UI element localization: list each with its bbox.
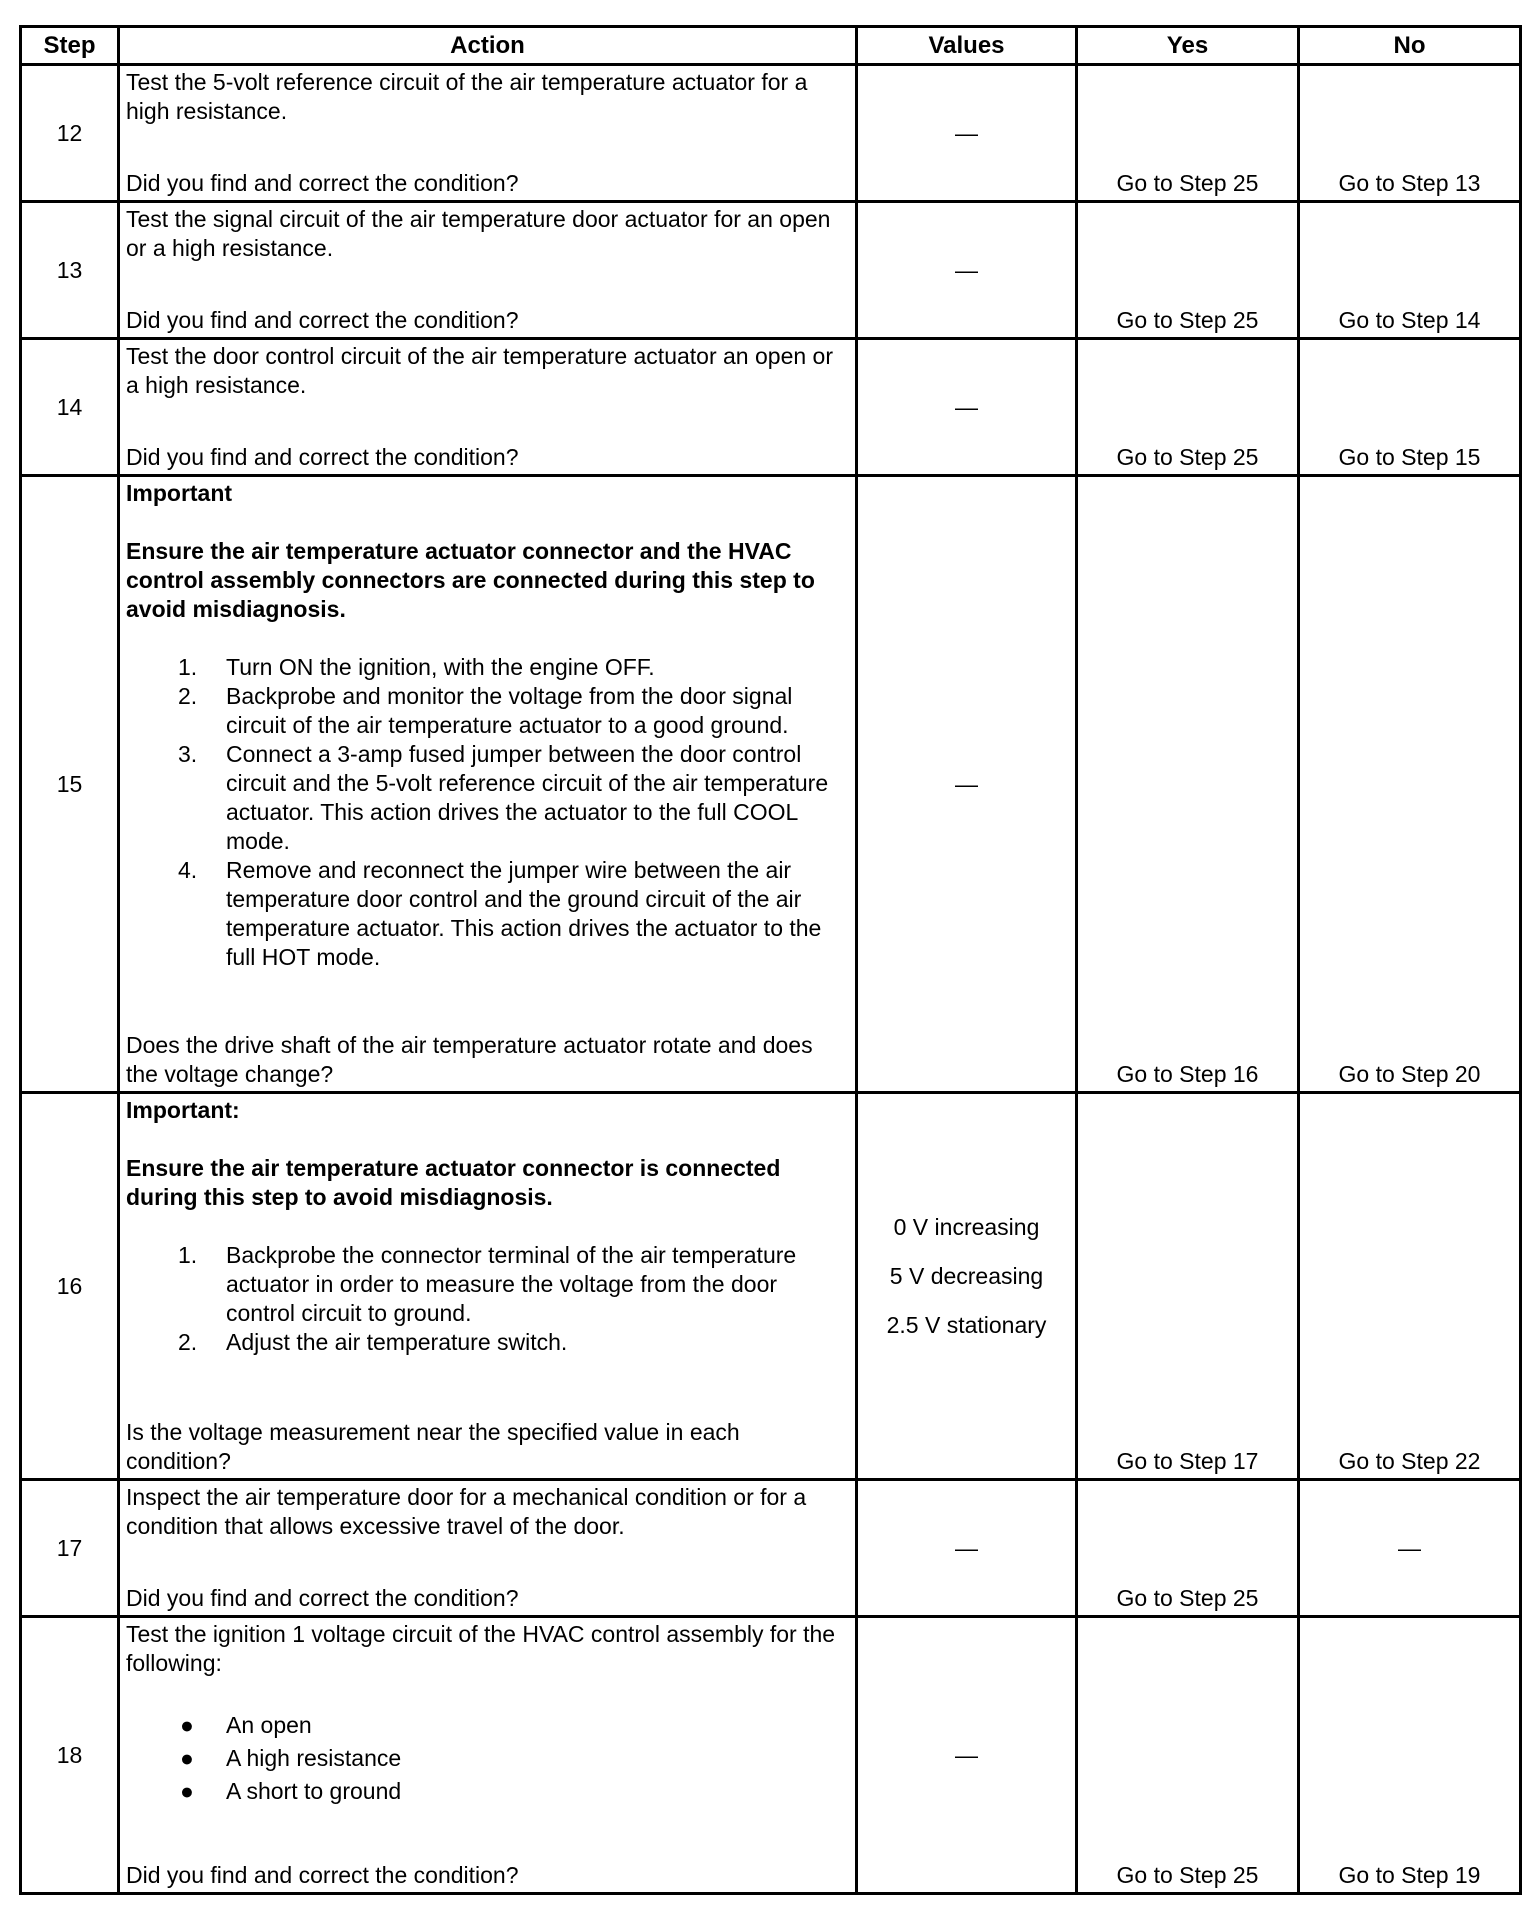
list-item: ● An open — [180, 1712, 312, 1738]
header-yes: Yes — [1077, 27, 1299, 65]
action-cell — [119, 1093, 857, 1480]
action-text: Test the signal circuit of the air temperature door actuator for an open or a high resistance. — [126, 206, 831, 261]
value-item: 2.5 V stationary — [886, 1311, 1047, 1338]
bullet-icon: ● — [180, 1712, 194, 1738]
no-cell: Go to Step 20 — [1299, 476, 1521, 1093]
values-cell: — — [857, 202, 1077, 339]
list-item: 2. Backprobe and monitor the voltage from the door signal circuit of the air temperature actuator to a good ground. — [178, 683, 793, 738]
values-cell — [857, 1093, 1077, 1480]
action-question: Does the drive shaft of the air temperature actuator rotate and does the voltage change? — [126, 1032, 813, 1087]
values-list — [858, 1213, 1075, 1340]
action-cell — [119, 202, 857, 339]
action-question: Is the voltage measurement near the specified value in each condition? — [126, 1419, 740, 1474]
action-text: Inspect the air temperature door for a mechanical condition or for a condition that allows excessive travel of the door. — [126, 1484, 807, 1539]
warning-text: Ensure the air temperature actuator connector and the HVAC control assembly connectors are connected during this step to avoid misdiagnosis. — [126, 538, 815, 622]
action-text: Test the ignition 1 voltage circuit of the HVAC control assembly for the following: — [126, 1621, 836, 1676]
action-question: Did you find and correct the condition? — [126, 170, 519, 196]
step-number: 14 — [21, 339, 119, 476]
values-cell: — — [857, 476, 1077, 1093]
step-number: 18 — [21, 1617, 119, 1894]
list-item: 1. Backprobe the connector terminal of the air temperature actuator in order to measure the voltage from the door control circuit to ground. — [178, 1242, 797, 1326]
header-values: Values — [857, 27, 1077, 65]
action-cell — [119, 476, 857, 1093]
values-cell: — — [857, 65, 1077, 202]
list-item: 1. Turn ON the ignition, with the engine OFF. — [178, 654, 655, 680]
condition-list — [126, 1711, 847, 1806]
no-cell: Go to Step 14 — [1299, 202, 1521, 339]
yes-cell: Go to Step 25 — [1077, 1480, 1299, 1617]
values-cell: — — [857, 1617, 1077, 1894]
list-item: ● A short to ground — [180, 1778, 402, 1804]
no-cell: Go to Step 19 — [1299, 1617, 1521, 1894]
important-label: Important — [126, 480, 233, 506]
step-number: 13 — [21, 202, 119, 339]
action-cell — [119, 339, 857, 476]
bullet-icon: ● — [180, 1778, 194, 1804]
bullet-icon: ● — [180, 1745, 194, 1771]
value-item: 0 V increasing — [893, 1213, 1040, 1240]
table-row — [21, 202, 1521, 339]
step-number: 12 — [21, 65, 119, 202]
table-row — [21, 1093, 1521, 1480]
action-question: Did you find and correct the condition? — [126, 307, 519, 333]
values-cell: — — [857, 1480, 1077, 1617]
no-cell: Go to Step 22 — [1299, 1093, 1521, 1480]
action-text: Test the 5-volt reference circuit of the air temperature actuator for a high resistance. — [126, 69, 808, 124]
value-item: 5 V decreasing — [889, 1262, 1044, 1289]
yes-cell: Go to Step 25 — [1077, 202, 1299, 339]
list-item: 3. Connect a 3-amp fused jumper between the door control circuit and the 5-volt reference circuit of the air temperature actuator. This action drives the actuator to the full COOL mode. — [178, 741, 829, 854]
header-no: No — [1299, 27, 1521, 65]
values-cell: — — [857, 339, 1077, 476]
table-row — [21, 476, 1521, 1093]
list-item: 2. Adjust the air temperature switch. — [178, 1329, 568, 1355]
list-item: ● A high resistance — [180, 1745, 402, 1771]
yes-cell: Go to Step 25 — [1077, 65, 1299, 202]
yes-cell: Go to Step 17 — [1077, 1093, 1299, 1480]
yes-cell: Go to Step 25 — [1077, 339, 1299, 476]
action-cell — [119, 1617, 857, 1894]
step-number: 17 — [21, 1480, 119, 1617]
list-item: 4. Remove and reconnect the jumper wire between the air temperature door control and the ground circuit of the air temperature actuator. This action drives the actuator to the full HOT mode. — [178, 857, 822, 970]
no-cell: Go to Step 15 — [1299, 339, 1521, 476]
procedure-list — [126, 1241, 847, 1357]
table-row — [21, 339, 1521, 476]
step-number: 16 — [21, 1093, 119, 1480]
header-step: Step — [21, 27, 119, 65]
procedure-list — [126, 653, 847, 972]
table-row — [21, 65, 1521, 202]
diagnostic-table — [19, 25, 1522, 1895]
action-text: Test the door control circuit of the air temperature actuator an open or a high resistance. — [126, 343, 833, 398]
step-number: 15 — [21, 476, 119, 1093]
action-question: Did you find and correct the condition? — [126, 1585, 519, 1611]
no-cell: — — [1299, 1480, 1521, 1617]
action-question: Did you find and correct the condition? — [126, 444, 519, 470]
warning-text: Ensure the air temperature actuator connector is connected during this step to avoid misdiagnosis. — [126, 1155, 781, 1210]
header-action: Action — [119, 27, 857, 65]
action-question: Did you find and correct the condition? — [126, 1862, 519, 1888]
action-cell — [119, 1480, 857, 1617]
table-row — [21, 1480, 1521, 1617]
yes-cell: Go to Step 16 — [1077, 476, 1299, 1093]
header-row — [21, 27, 1521, 65]
important-label: Important: — [126, 1097, 240, 1123]
yes-cell: Go to Step 25 — [1077, 1617, 1299, 1894]
no-cell: Go to Step 13 — [1299, 65, 1521, 202]
table-row — [21, 1617, 1521, 1894]
action-cell — [119, 65, 857, 202]
